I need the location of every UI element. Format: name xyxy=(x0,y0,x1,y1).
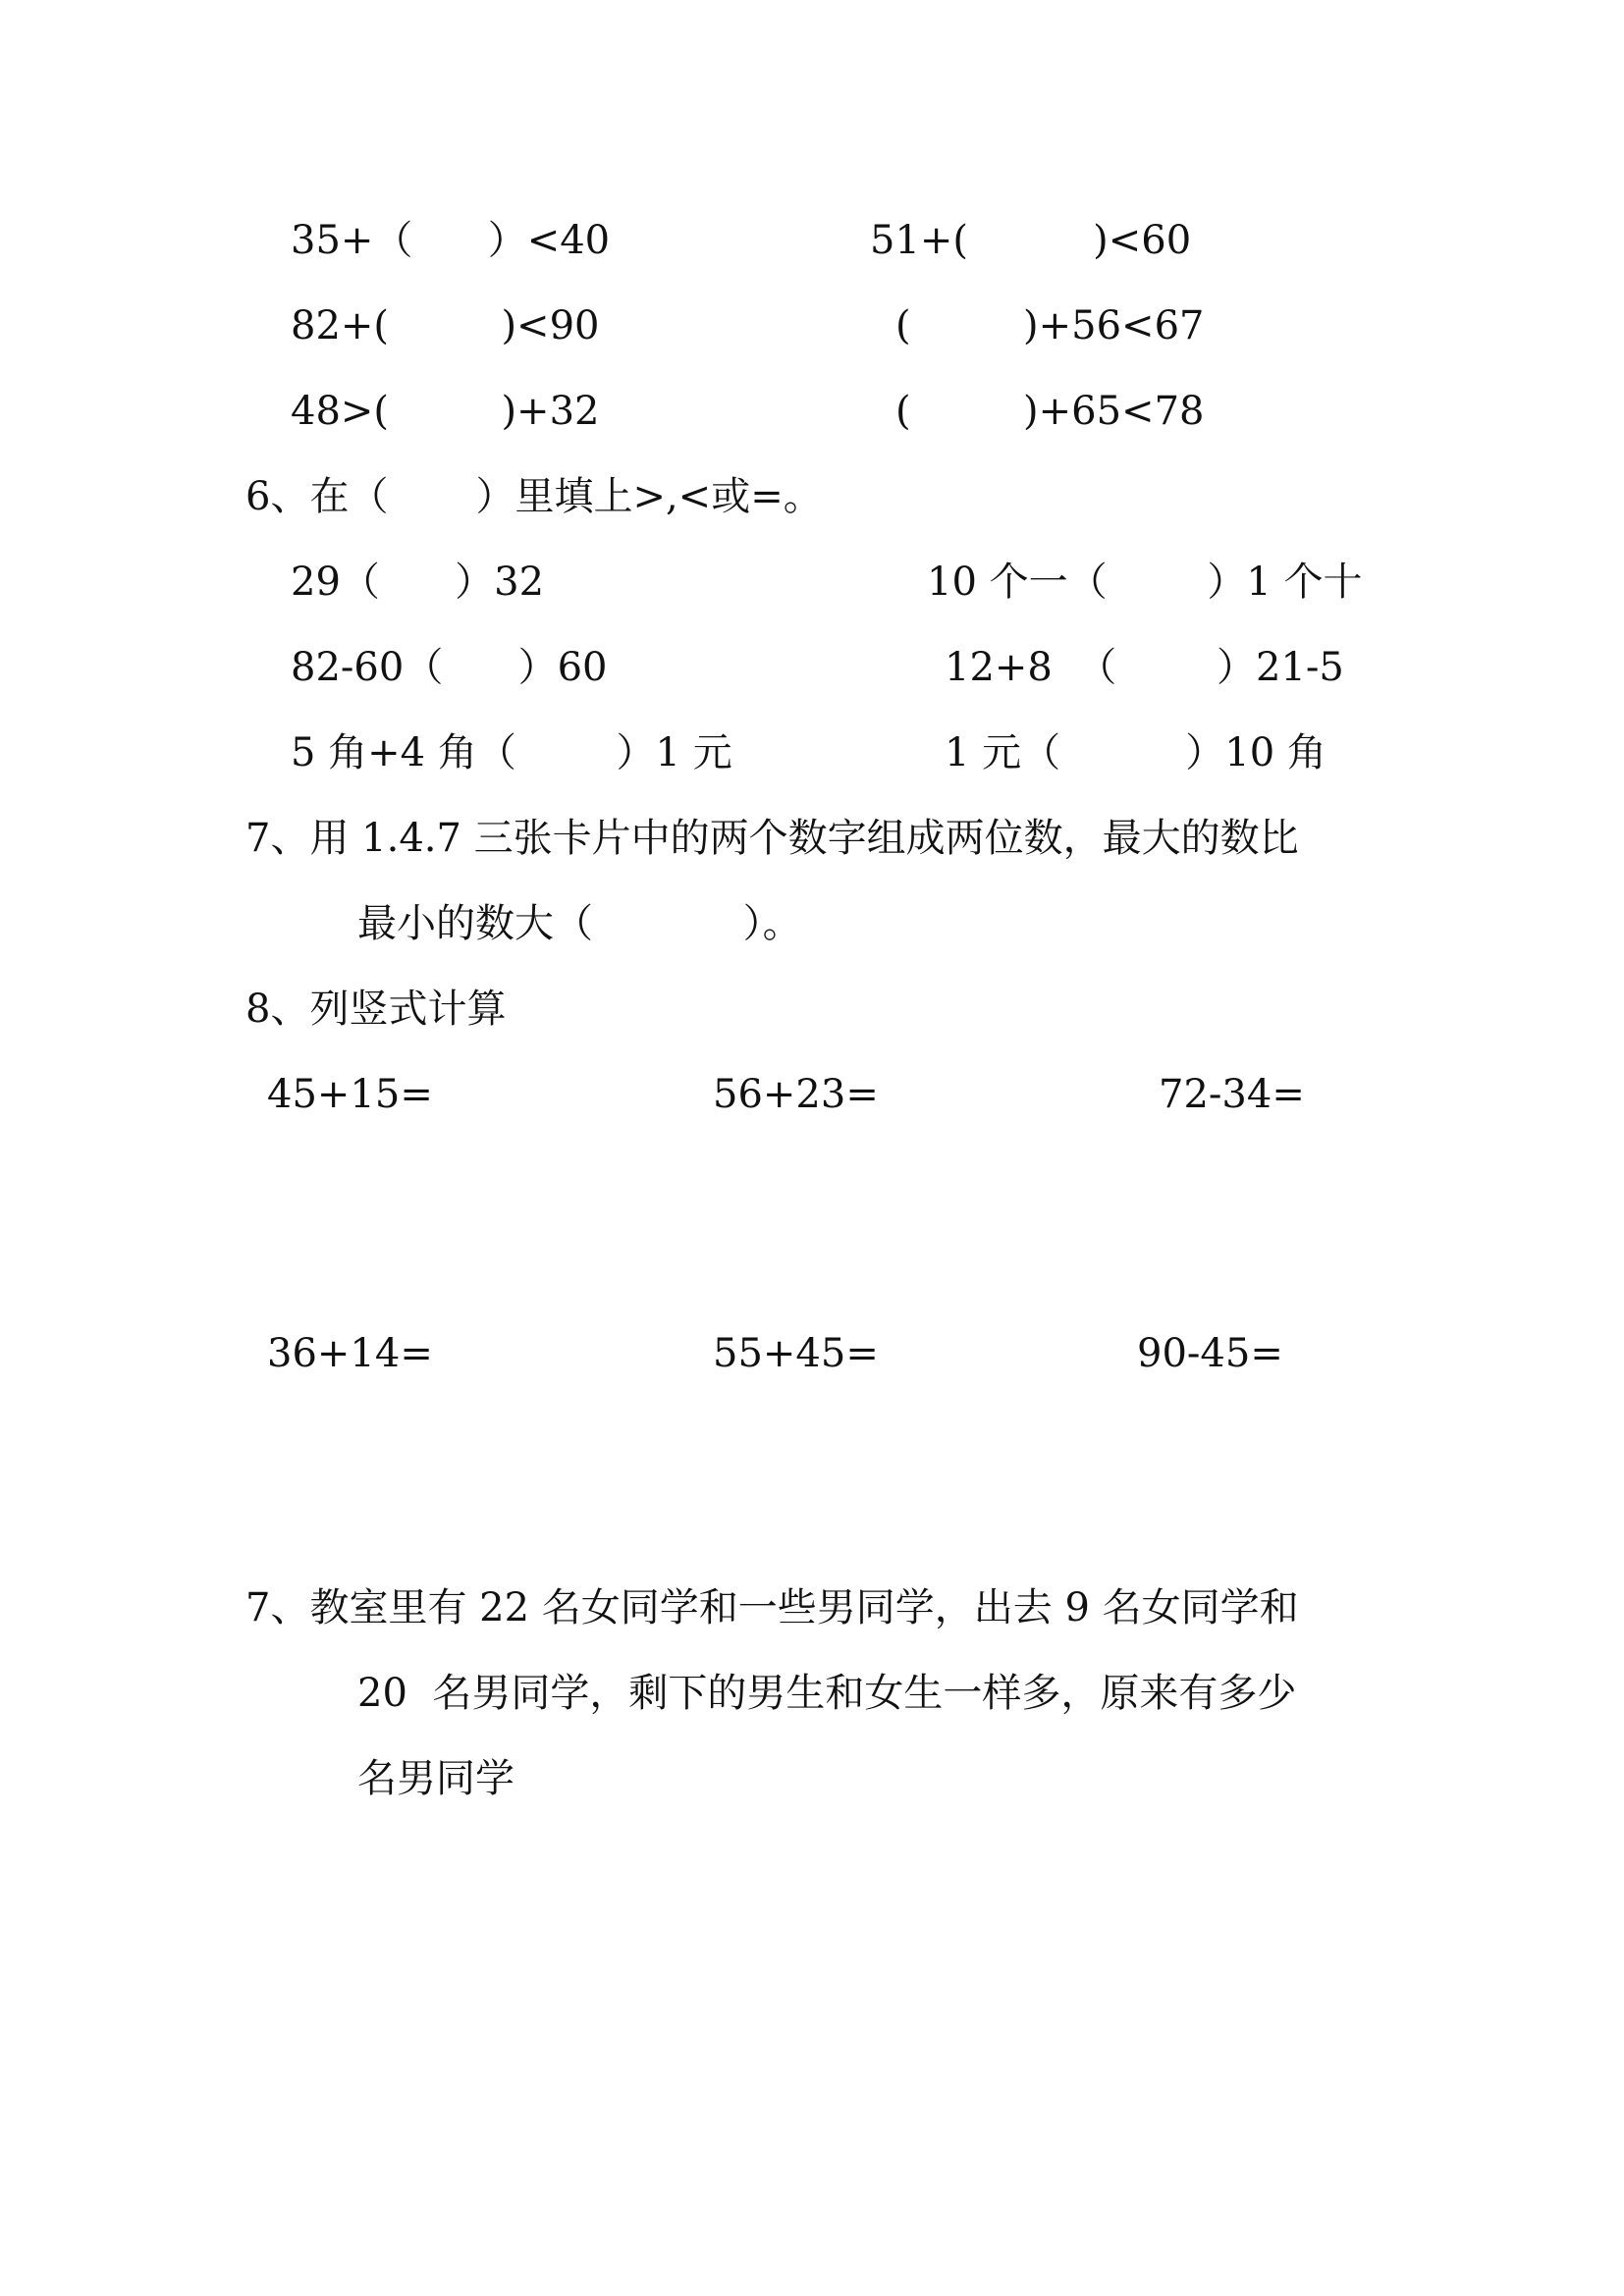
q8-problem-6: 90-45= xyxy=(1137,1331,1283,1376)
q8-problem-3: 72-34= xyxy=(1159,1072,1305,1117)
q8-problem-4: 36+14= xyxy=(267,1331,433,1376)
q7b-line-3: 名男同学 xyxy=(357,1756,514,1801)
q6-row-3-left: 5 角+4 角（ ）1 元 xyxy=(291,730,732,775)
q8-problem-1: 45+15= xyxy=(267,1072,433,1117)
q6-row-3-right: 1 元（ ）10 角 xyxy=(945,730,1326,775)
inequality-2-left: 82+( )<90 xyxy=(291,303,600,348)
inequality-2-right: ( )+56<67 xyxy=(895,303,1205,348)
q6-row-1-left: 29（ ）32 xyxy=(291,560,545,605)
inequality-3-left: 48>( )+32 xyxy=(291,389,600,434)
q6-row-2-left: 82-60（ ）60 xyxy=(291,645,608,690)
q8-problem-5: 55+45= xyxy=(713,1331,879,1376)
inequality-1-right: 51+( )<60 xyxy=(870,218,1192,263)
q7a-line-2: 最小的数大（ ）。 xyxy=(357,901,802,946)
q6-row-1-right: 10 个一（ ）1 个十 xyxy=(927,560,1363,605)
q7a-line-1: 7、用 1.4.7 三张卡片中的两个数字组成两位数，最大的数比 xyxy=(245,816,1299,861)
inequality-3-right: ( )+65<78 xyxy=(895,389,1205,434)
q6-row-2-right: 12+8 （ ）21-5 xyxy=(945,645,1344,690)
q8-title: 8、列竖式计算 xyxy=(245,987,507,1032)
q7b-line-1: 7、教室里有 22 名女同学和一些男同学，出去 9 名女同学和 xyxy=(245,1585,1299,1630)
q7b-line-2: 20 名男同学，剩下的男生和女生一样多，原来有多少 xyxy=(357,1671,1297,1716)
inequality-1-left: 35+（ ）<40 xyxy=(291,218,611,263)
q6-prompt: 6、在（ ）里填上>,<或=。 xyxy=(245,474,823,519)
q8-problem-2: 56+23= xyxy=(713,1072,879,1117)
